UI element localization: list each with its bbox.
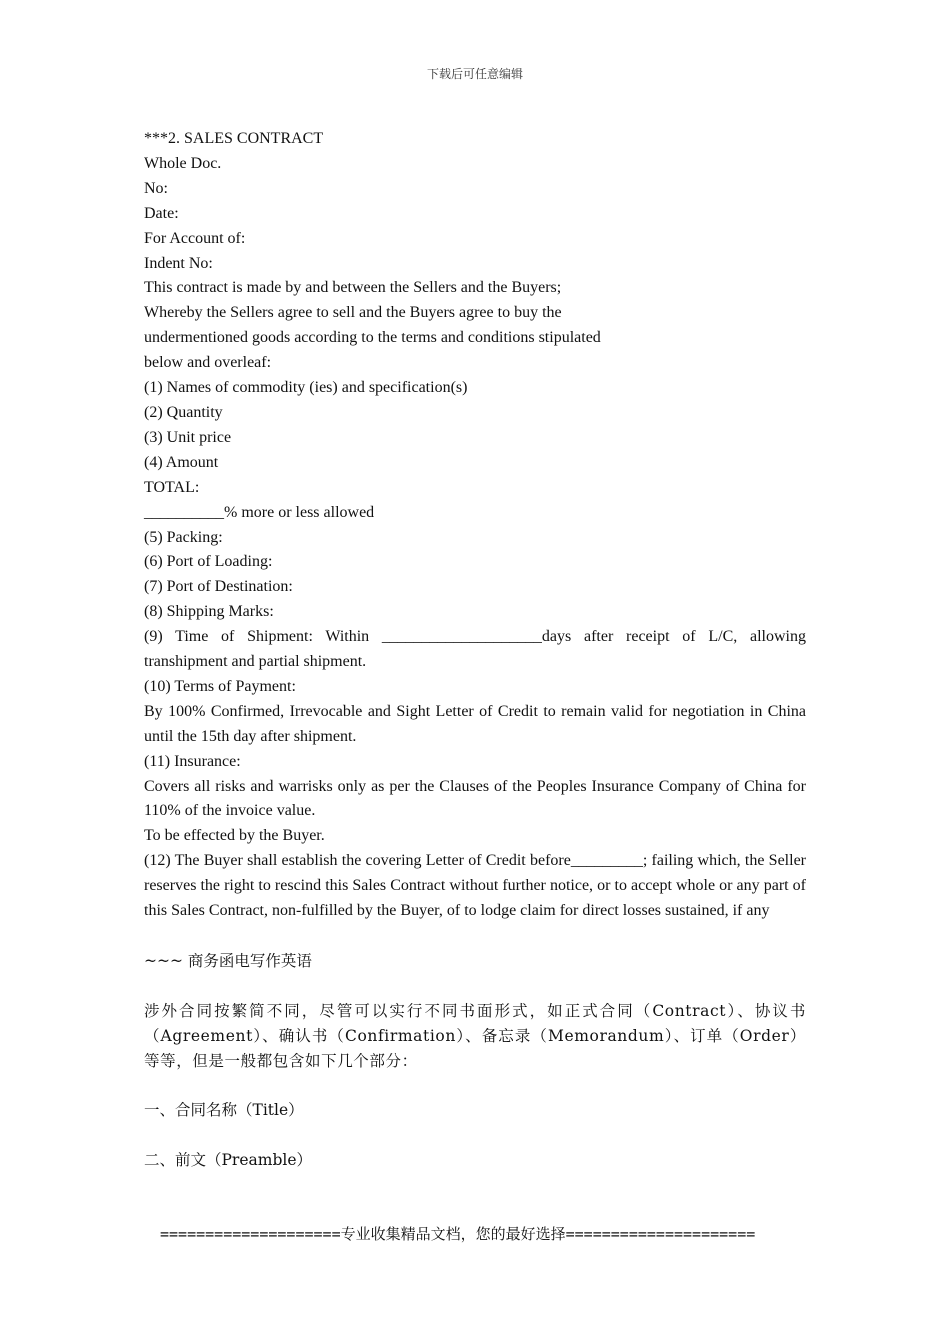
spacer [144,1073,806,1098]
intro-line-4: below and overleaf: [144,354,272,372]
contract-title: ***2. SALES CONTRACT [144,130,324,147]
account-of-label: For Account of: [144,229,246,247]
clause-quantity: (2) Quantity [144,403,223,421]
clause-letter-of-credit: (12) The Buyer shall establish the covering Letter of Credit before_________; failing which, the Seller reserves the right to rescind this Sales Contract without further notice, or to accept whole or any part of this Sales Contract, non-fulfilled by the Buyer, of to lodge claim for direct losses sustained, if any [144,852,806,920]
clause-shipping-marks: (8) Shipping Marks: [144,603,274,621]
section-heading: ~~~ 商务函电写作英语 [144,951,312,970]
document-body [144,127,806,1173]
spacer [144,1123,806,1148]
clause-commodity: (1) Names of commodity (ies) and specification(s) [144,379,468,397]
contract-date-label: Date: [144,204,179,222]
insurance-text: Covers all risks and warrisks only as per the Clauses of the Peoples Insurance Company of China for 110% of the invoice value. [144,777,806,820]
clause-packing: (5) Packing: [144,528,223,546]
more-or-less-allowed: __________% more or less allowed [144,503,375,521]
spacer [144,974,806,999]
page-header-note: 下载后可任意编辑 [426,67,523,81]
clause-port-of-loading: (6) Port of Loading: [144,553,273,571]
contract-no-label: No: [144,179,168,197]
clause-amount: (4) Amount [144,453,219,471]
clause-terms-of-payment: (10) Terms of Payment: [144,677,296,695]
part-title: 一、合同名称（Title） [144,1101,304,1120]
clause-port-of-destination: (7) Port of Destination: [144,578,293,596]
part-preamble: 二、前文（Preamble） [144,1151,313,1170]
spacer [144,924,806,949]
intro-line-2: Whereby the Sellers agree to sell and the Buyers agree to buy the [144,304,562,322]
clause-time-of-shipment: (9) Time of Shipment: Within ____________________days after receipt of L/C, allowing transhipment and partial shipment. [144,628,806,671]
intro-line-3: undermentioned goods according to the terms and conditions stipulated [144,329,601,347]
insurance-effected: To be effected by the Buyer. [144,827,325,845]
footer-banner: ====================专业收集精品文档，您的最好选择===================== [160,1225,756,1243]
whole-doc-label: Whole Doc. [144,154,222,172]
total-label: TOTAL: [144,478,200,496]
indent-no-label: Indent No: [144,254,213,272]
intro-line-1: This contract is made by and between the Sellers and the Buyers; [144,279,562,297]
section-intro: 涉外合同按繁简不同，尽管可以实行不同书面形式，如正式合同（Contract）、协议书（Agreement）、确认书（Confirmation）、备忘录（Memorandum）、订单（Order）等等，但是一般都包含如下几个部分： [144,1001,806,1070]
clause-insurance: (11) Insurance: [144,752,241,770]
payment-terms-text: By 100% Confirmed, Irrevocable and Sight Letter of Credit to remain valid for negotiation in China until the 15th day after shipment. [144,702,806,745]
clause-unit-price: (3) Unit price [144,428,232,446]
